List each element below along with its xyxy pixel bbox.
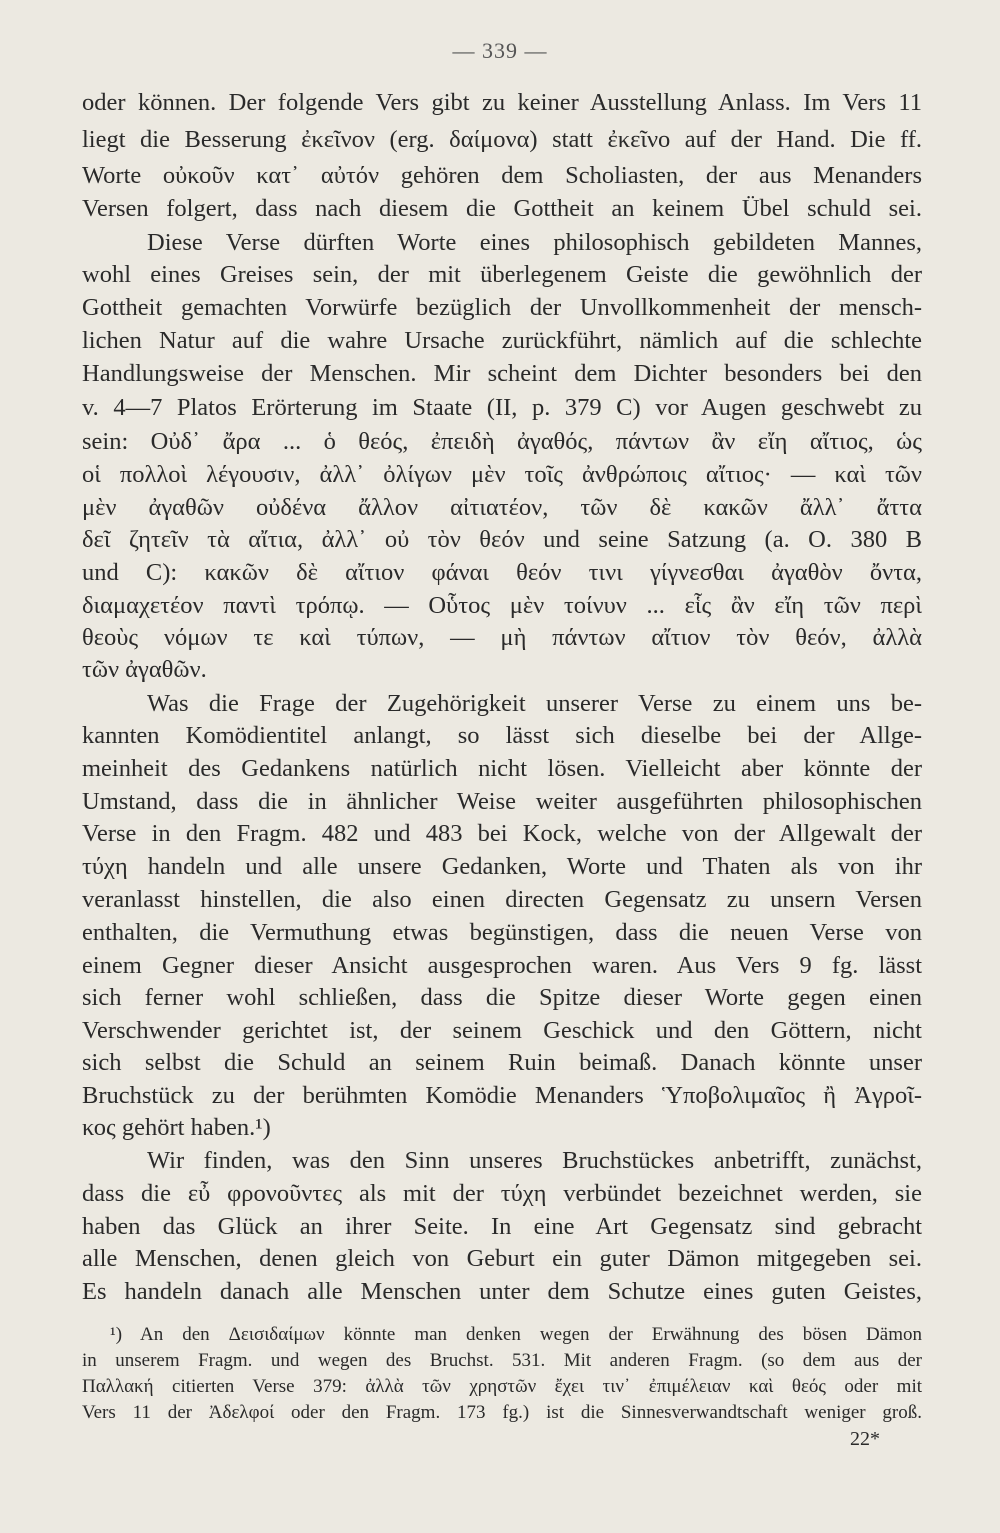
text-line: kannten Komödientitel anlangt, so lässt sich dieselbe bei der Allge- — [82, 722, 922, 749]
text-line: haben das Glück an ihrer Seite. In eine Art Gegensatz sind gebracht — [82, 1213, 922, 1240]
footnote-line: Παλλακή citierten Verse 379: ἀλλὰ τῶν χρηστῶν ἔχει τιν᾽ ἐπιμέλειαν καὶ θεός oder mit — [82, 1376, 922, 1397]
text-line: einem Gegner dieser Ansicht ausgesprochen waren. Aus Vers 9 fg. lässt — [82, 952, 922, 979]
text-line: veranlasst hinstellen, die also einen directen Gegensatz zu unsern Versen — [82, 886, 922, 913]
text-line: Wir finden, was den Sinn unseres Bruchstückes anbetrifft, zunächst, — [147, 1147, 922, 1174]
footnote-line: Vers 11 der Ἀδελφοί oder den Fragm. 173 fg.) ist die Sinnesverwandtschaft weniger groß. — [82, 1402, 922, 1423]
text-line: Handlungsweise der Menschen. Mir scheint dem Dichter besonders bei den — [82, 360, 922, 387]
text-line: lichen Natur auf die wahre Ursache zurückführt, nämlich auf die schlechte — [82, 327, 922, 354]
text-line: wohl eines Greises sein, der mit überlegenem Geiste die gewöhnlich der — [82, 261, 922, 288]
text-line: Verse in den Fragm. 482 und 483 bei Kock, welche von der Allgewalt der — [82, 820, 922, 847]
text-line: sich selbst die Schuld an seinem Ruin beimaß. Danach könnte unser — [82, 1049, 922, 1076]
text-line: θεοὺς νόμων τε καὶ τύπων, — μὴ πάντων αἴτιον τὸν θεόν, ἀλλὰ — [82, 624, 922, 651]
signature-mark: 22* — [850, 1428, 880, 1450]
footnote-line: ¹) An den Δεισιδαίμων könnte man denken wegen der Erwähnung des bösen Dämon — [110, 1324, 922, 1345]
text-line: Bruchstück zu der berühmten Komödie Menanders Ὑποβολιμαῖος ἢ Ἀγροῖ- — [82, 1082, 922, 1109]
text-line: κος gehört haben.¹) — [82, 1114, 271, 1141]
text-line: δεῖ ζητεῖν τὰ αἴτια, ἀλλ᾽ οὐ τὸν θεόν und seine Satzung (a. O. 380 B — [82, 526, 922, 553]
text-line: oder können. Der folgende Vers gibt zu keiner Ausstellung Anlass. Im Vers 11 — [82, 89, 922, 116]
page-number: — 339 — — [452, 38, 548, 63]
text-line: Es handeln danach alle Menschen unter dem Schutze eines guten Geistes, — [82, 1278, 922, 1305]
text-line: Worte οὐκοῦν κατ᾽ αὐτόν gehören dem Scholiasten, der aus Menanders — [82, 162, 922, 189]
text-line: μὲν ἀγαθῶν οὐδένα ἄλλον αἰτιατέον, τῶν δὲ κακῶν ἄλλ᾽ ἄττα — [82, 494, 922, 521]
text-line: Was die Frage der Zugehörigkeit unserer Verse zu einem uns be- — [147, 690, 922, 717]
text-line: sich ferner wohl schließen, dass die Spitze dieser Worte gegen einen — [82, 984, 922, 1011]
text-line: und C): κακῶν δὲ αἴτιον φάναι θεόν τινι γίγνεσθαι ἀγαθὸν ὄντα, — [82, 559, 922, 586]
text-line: Diese Verse dürften Worte eines philosophisch gebildeten Mannes, — [147, 229, 922, 256]
text-line: sein: Οὐδ᾽ ἄρα ... ὁ θεός, ἐπειδὴ ἀγαθός, πάντων ἂν εἴη αἴτιος, ὡς — [82, 428, 922, 455]
text-line: alle Menschen, denen gleich von Geburt ein guter Dämon mitgegeben sei. — [82, 1245, 922, 1272]
text-line: τῶν ἀγαθῶν. — [82, 656, 207, 683]
text-line: liegt die Besserung ἐκεῖνον (erg. δαίμονα) statt ἐκεῖνο auf der Hand. Die ff. — [82, 126, 922, 153]
footnote-line: in unserem Fragm. und wegen des Bruchst. 531. Mit anderen Fragm. (so dem aus der — [82, 1350, 922, 1371]
text-line: v. 4—7 Platos Erörterung im Staate (II, p. 379 C) vor Augen geschwebt zu — [82, 394, 922, 421]
text-line: Verschwender gerichtet ist, der seinem Geschick und den Göttern, nicht — [82, 1017, 922, 1044]
text-line: διαμαχετέον παντὶ τρόπῳ. — Οὗτος μὲν τοίνυν ... εἷς ἂν εἴη τῶν περὶ — [82, 592, 922, 619]
text-line: Umstand, dass die in ähnlicher Weise weiter ausgeführten philosophischen — [82, 788, 922, 815]
text-line: Versen folgert, dass nach diesem die Gottheit an keinem Übel schuld sei. — [82, 195, 922, 222]
text-line: τύχη handeln und alle unsere Gedanken, Worte und Thaten als von ihr — [82, 853, 922, 880]
text-line: enthalten, die Vermuthung etwas begünstigen, dass die neuen Verse von — [82, 919, 922, 946]
text-line: Gottheit gemachten Vorwürfe bezüglich der Unvollkommenheit der mensch- — [82, 294, 922, 321]
text-line: meinheit des Gedankens natürlich nicht lösen. Vielleicht aber könnte der — [82, 755, 922, 782]
text-line: dass die εὖ φρονοῦντες als mit der τύχη verbündet bezeichnet werden, sie — [82, 1180, 922, 1207]
text-line: οἱ πολλοὶ λέγουσιν, ἀλλ᾽ ὀλίγων μὲν τοῖς ἀνθρώποις αἴτιος· — καὶ τῶν — [82, 461, 922, 488]
